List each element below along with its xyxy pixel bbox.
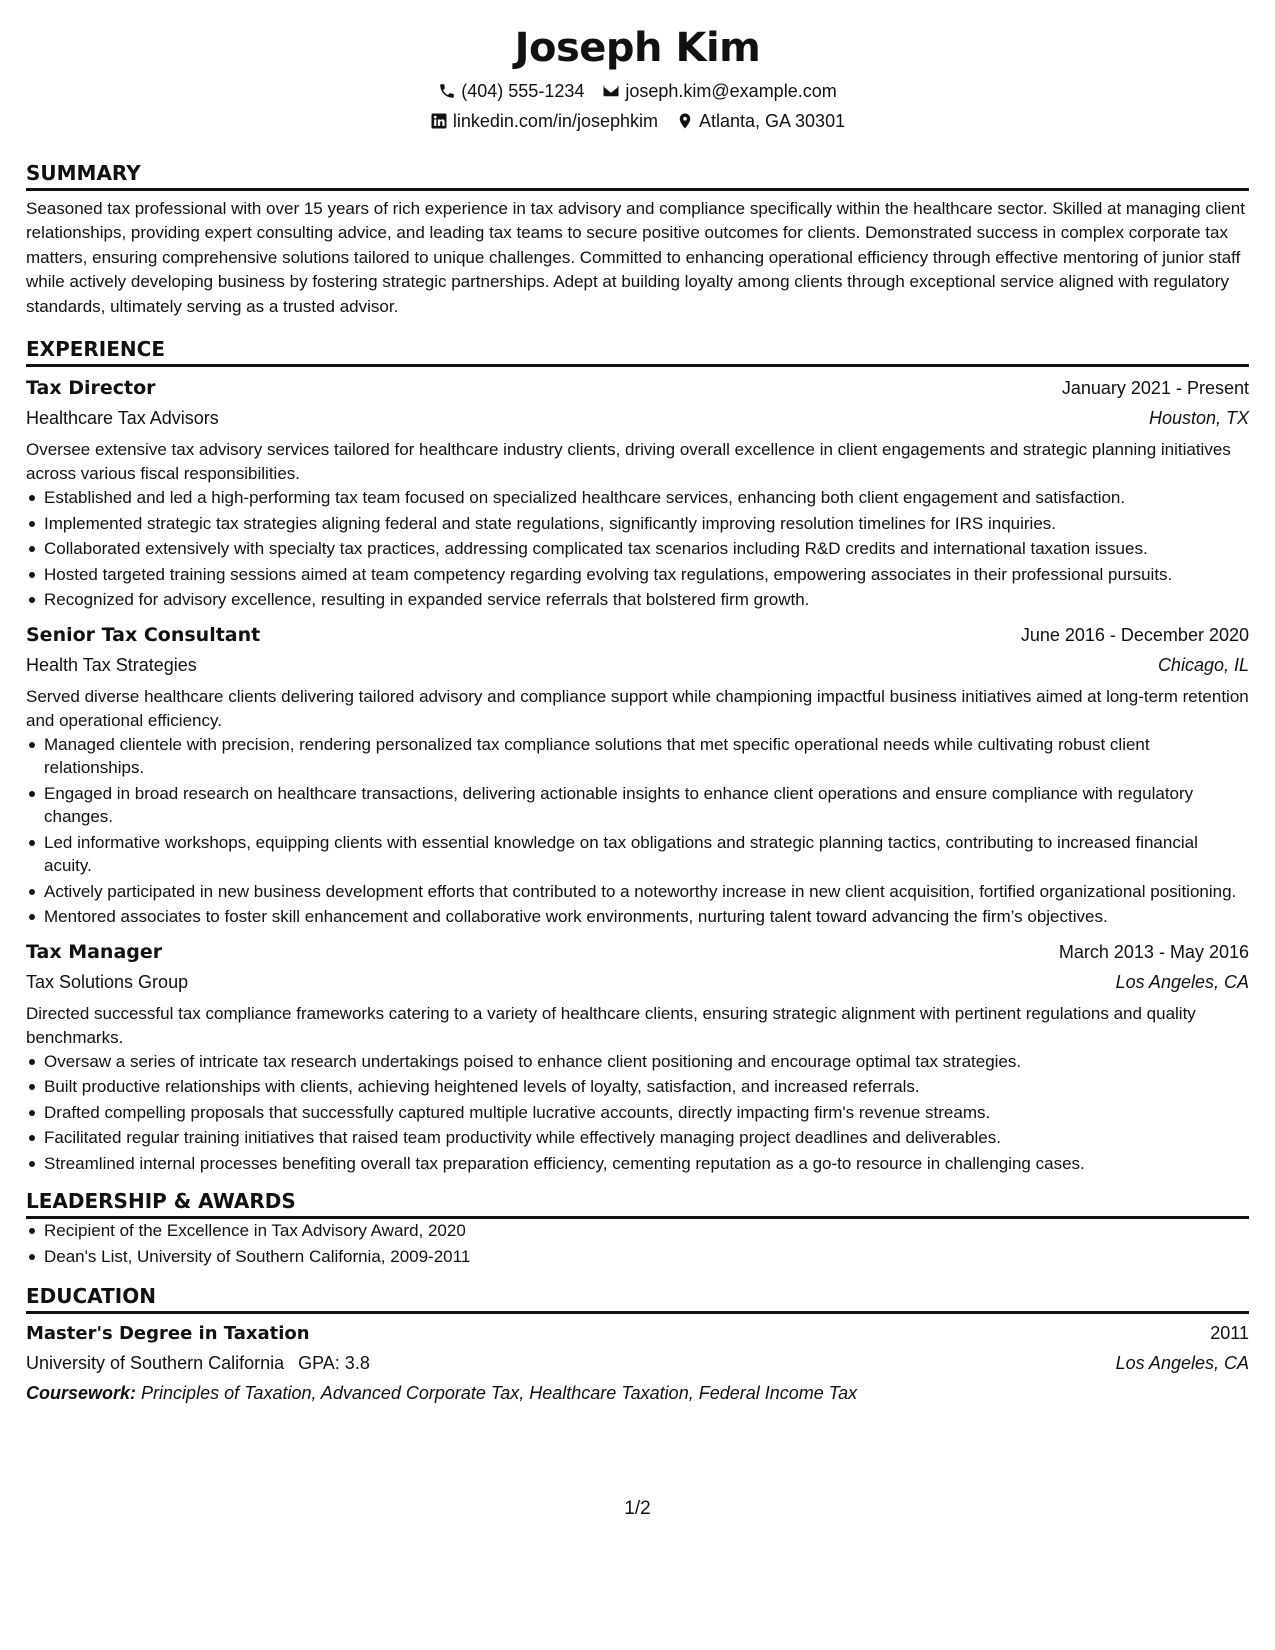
list-item: Actively participated in new business development efforts that contributed to a noteworthy increase in new client acquisition, fortified organizational positioning. bbox=[26, 880, 1249, 904]
job-header-row bbox=[26, 620, 1249, 650]
job-company: Tax Solutions Group bbox=[26, 971, 189, 992]
coursework-label: Coursework: bbox=[26, 1383, 137, 1404]
job-header-row bbox=[26, 373, 1249, 403]
envelope-icon bbox=[602, 82, 620, 100]
list-item: Drafted compelling proposals that successfully captured multiple lucrative accounts, directly impacting firm's revenue streams. bbox=[26, 1101, 1249, 1125]
awards-section bbox=[26, 1187, 1249, 1268]
phone-icon bbox=[438, 82, 456, 100]
summary-section bbox=[26, 159, 1249, 319]
list-item: Established and led a high-performing tax team focused on specialized healthcare services, enhancing both client engagement and satisfaction. bbox=[26, 486, 1249, 510]
job-description: Oversee extensive tax advisory services tailored for healthcare industry clients, driving overall excellence in client engagements and strategic planning initiatives across various fiscal responsibilities. bbox=[26, 440, 1231, 484]
job-entry bbox=[26, 373, 1249, 612]
education-entry bbox=[26, 1319, 1249, 1408]
education-row-school bbox=[26, 1348, 1249, 1378]
list-item: Recipient of the Excellence in Tax Advisory Award, 2020 bbox=[26, 1219, 1249, 1243]
job-dates: March 2013 - May 2016 bbox=[1058, 941, 1249, 962]
job-title: Senior Tax Consultant bbox=[26, 623, 261, 646]
job-title: Tax Director bbox=[26, 377, 156, 400]
school-info bbox=[26, 1349, 370, 1377]
job-company-row bbox=[26, 650, 1249, 680]
job-bullets bbox=[26, 733, 1249, 929]
phone-contact bbox=[438, 76, 584, 106]
gpa: GPA: 3.8 bbox=[298, 1353, 370, 1374]
linkedin-icon bbox=[430, 112, 448, 130]
linkedin-url[interactable]: linkedin.com/in/josephkim bbox=[452, 111, 658, 131]
school-name: University of Southern California bbox=[26, 1353, 285, 1374]
job-description: Served diverse healthcare clients delivering tailored advisory and compliance support while championing impactful business initiatives aimed at long-term retention and operational efficiency. bbox=[26, 686, 1249, 730]
job-description: Directed successful tax compliance frameworks catering to a variety of healthcare clients, ensuring strategic alignment with pertinent regulations and quality benchmarks. bbox=[26, 1003, 1196, 1047]
linkedin-contact bbox=[430, 106, 658, 136]
education-row-degree bbox=[26, 1319, 1249, 1348]
awards-heading: LEADERSHIP & AWARDS bbox=[26, 1187, 1249, 1219]
coursework-list: Principles of Taxation, Advanced Corporate Tax, Healthcare Taxation, Federal Income Tax bbox=[141, 1383, 858, 1404]
list-item: Facilitated regular training initiatives that raised team productivity while effectively managing project deadlines and deliverables. bbox=[26, 1126, 1249, 1150]
job-bullets bbox=[26, 486, 1249, 612]
summary-text: Seasoned tax professional with over 15 years of rich experience in tax advisory and compliance specifically within the healthcare sector. Skilled at managing client relationships, providing expert consulting advice, and leading tax teams to secure positive outcomes for clients. Demonstrated success in complex corporate tax matters, ensuring comprehensive solutions tailored to unique challenges. Committed to enhancing operational efficiency through effective mentoring of junior staff while actively developing business by fostering strategic partnerships. Adept at building loyalty among clients through exceptional service aligned with regulatory standards, ultimately serving as a trusted advisor. bbox=[26, 199, 1245, 316]
map-pin-icon bbox=[676, 112, 694, 130]
job-list bbox=[26, 373, 1249, 1175]
graduation-year: 2011 bbox=[1210, 1323, 1249, 1344]
email-contact bbox=[602, 76, 836, 106]
email-address[interactable]: joseph.kim@example.com bbox=[625, 81, 837, 101]
list-item: Built productive relationships with clients, achieving heightened levels of loyalty, satisfaction, and increased referrals. bbox=[26, 1075, 1249, 1099]
experience-heading: EXPERIENCE bbox=[26, 335, 1249, 367]
job-company: Healthcare Tax Advisors bbox=[26, 408, 219, 429]
job-dates: June 2016 - December 2020 bbox=[1020, 624, 1249, 645]
coursework bbox=[26, 1378, 1249, 1408]
awards-list bbox=[26, 1219, 1249, 1268]
list-item: Streamlined internal processes benefiting overall tax preparation efficiency, cementing reputation as a go-to resource in challenging cases. bbox=[26, 1152, 1249, 1176]
job-entry bbox=[26, 620, 1249, 929]
job-company-row bbox=[26, 403, 1249, 433]
list-item: Dean's List, University of Southern California, 2009-2011 bbox=[26, 1245, 1249, 1269]
page-indicator: 1/2 bbox=[624, 1498, 651, 1519]
job-location: Houston, TX bbox=[1148, 408, 1249, 429]
list-item: Implemented strategic tax strategies aligning federal and state regulations, significantly improving resolution timelines for IRS inquiries. bbox=[26, 512, 1249, 536]
list-item: Managed clientele with precision, rendering personalized tax compliance solutions that met specific operational needs while cultivating robust client relationships. bbox=[26, 733, 1249, 780]
resume-header bbox=[26, 22, 1249, 136]
contact-row-2 bbox=[26, 106, 1249, 136]
education-section bbox=[26, 1282, 1249, 1408]
job-title: Tax Manager bbox=[26, 940, 163, 963]
summary-heading: SUMMARY bbox=[26, 159, 1249, 191]
location-text: Atlanta, GA 30301 bbox=[698, 111, 846, 131]
list-item: Engaged in broad research on healthcare transactions, delivering actionable insights to enhance client operations and ensure compliance with regulatory changes. bbox=[26, 782, 1249, 829]
location-contact bbox=[676, 106, 845, 136]
school-location: Los Angeles, CA bbox=[1115, 1353, 1249, 1374]
list-item: Hosted targeted training sessions aimed at team competency regarding evolving tax regulations, empowering associates in their professional pursuits. bbox=[26, 563, 1249, 587]
experience-section bbox=[26, 335, 1249, 1175]
candidate-name: Joseph Kim bbox=[514, 25, 761, 71]
degree-name: Master's Degree in Taxation bbox=[26, 1323, 310, 1345]
job-entry bbox=[26, 937, 1249, 1176]
list-item: Recognized for advisory excellence, resulting in expanded service referrals that bolstered firm growth. bbox=[26, 588, 1249, 612]
contact-row-1 bbox=[26, 76, 1249, 106]
list-item: Oversaw a series of intricate tax research undertakings poised to enhance client positioning and encourage optimal tax strategies. bbox=[26, 1050, 1249, 1074]
job-bullets bbox=[26, 1050, 1249, 1176]
job-location: Los Angeles, CA bbox=[1115, 971, 1249, 992]
job-location: Chicago, IL bbox=[1157, 654, 1249, 675]
phone-number: (404) 555-1234 bbox=[461, 81, 585, 101]
list-item: Led informative workshops, equipping clients with essential knowledge on tax obligations and strategic planning tactics, contributing to increased financial acuity. bbox=[26, 831, 1249, 878]
job-dates: January 2021 - Present bbox=[1061, 378, 1249, 399]
list-item: Collaborated extensively with specialty tax practices, addressing complicated tax scenarios including R&D credits and international taxation issues. bbox=[26, 537, 1249, 561]
education-heading: EDUCATION bbox=[26, 1282, 1249, 1314]
job-company-row bbox=[26, 967, 1249, 997]
list-item: Mentored associates to foster skill enhancement and collaborative work environments, nurturing talent toward advancing the firm’s objectives. bbox=[26, 905, 1249, 929]
job-company: Health Tax Strategies bbox=[26, 654, 197, 675]
job-header-row bbox=[26, 937, 1249, 967]
